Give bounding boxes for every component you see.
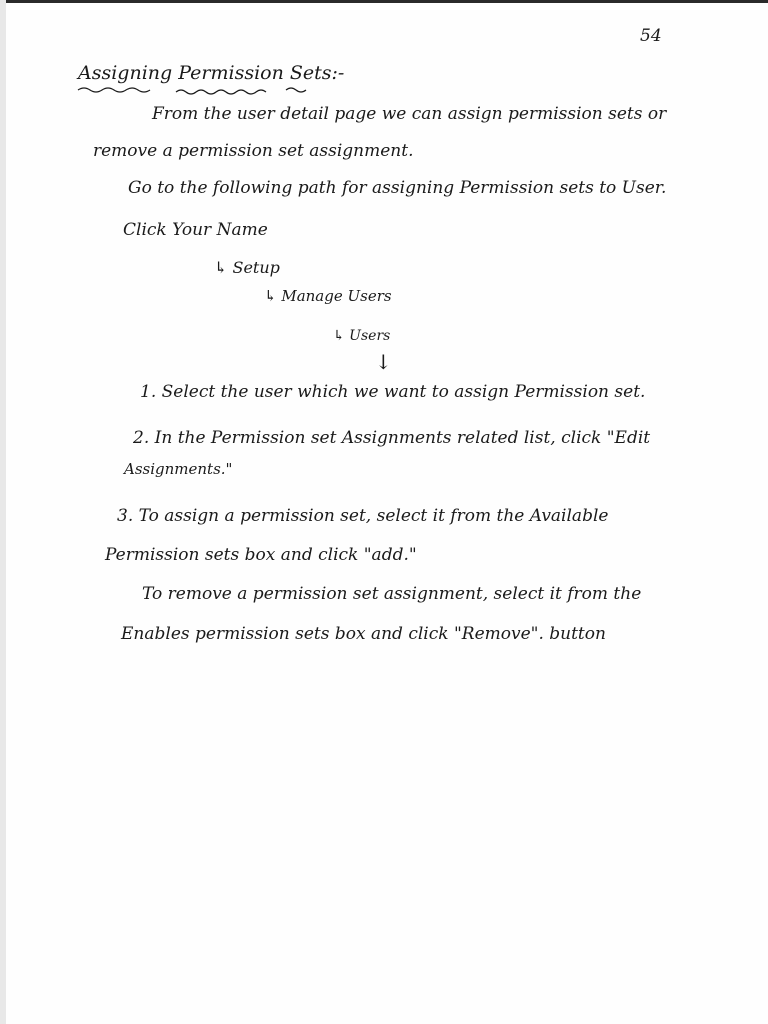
- remove-line-1: To remove a permission set assignment, select it from the: [142, 584, 642, 604]
- path-step-manage-users: ↳ Manage Users: [264, 287, 392, 305]
- path-step-setup: ↳ Setup: [214, 258, 280, 277]
- path-step-users: ↳ Users: [333, 328, 391, 344]
- step-3-line-1: 3. To assign a permission set, select it from the Available: [117, 506, 609, 526]
- step-2-line-2: Assignments.": [124, 460, 233, 478]
- step-3-line-2: Permission sets box and click "add.": [105, 545, 417, 565]
- page-heading: Assigning Permission Sets:-: [78, 62, 345, 84]
- step-1: 1. Select the user which we want to assign Permission set.: [140, 382, 646, 402]
- path-intro: Go to the following path for assigning Permission sets to User.: [128, 178, 667, 198]
- down-arrow-icon: ↓: [375, 350, 392, 374]
- heading-underline: [76, 84, 316, 104]
- remove-line-2: Enables permission sets box and click "Remove". button: [121, 624, 606, 644]
- intro-line-1: From the user detail page we can assign permission sets or: [152, 104, 667, 124]
- step-2-line-1: 2. In the Permission set Assignments related list, click "Edit: [133, 428, 651, 448]
- intro-line-2: remove a permission set assignment.: [93, 141, 414, 161]
- path-start: Click Your Name: [123, 220, 268, 240]
- page-number: 54: [640, 26, 662, 46]
